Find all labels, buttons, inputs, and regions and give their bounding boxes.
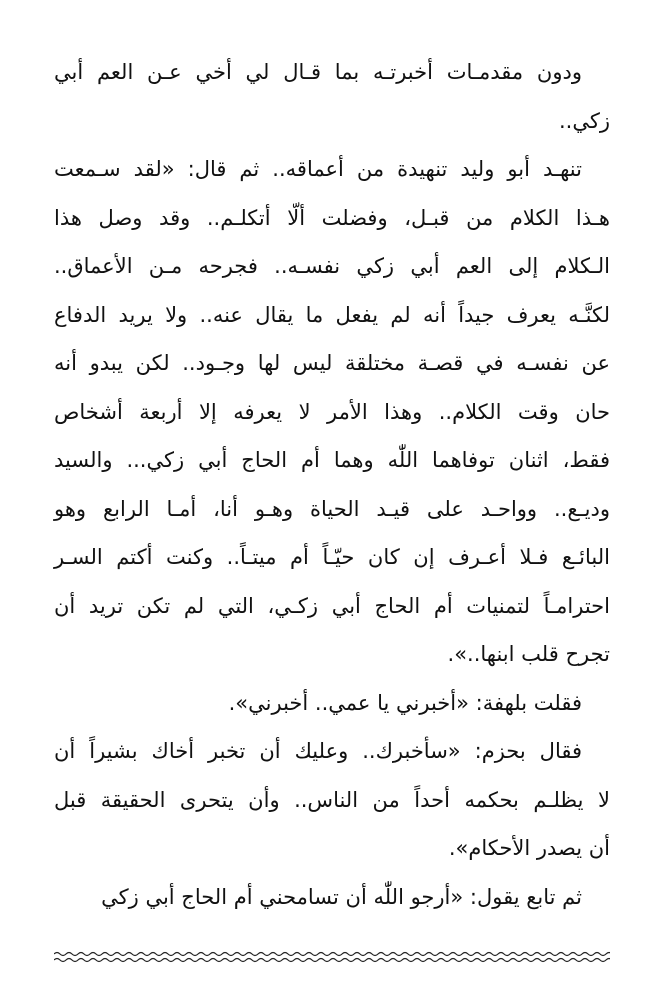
text-line: تنهـد أبو وليد تنهيدة من أعماقه.. ثم قال: «لقد سـمعت bbox=[54, 157, 582, 181]
wavy-divider bbox=[54, 950, 610, 964]
text-line: لكنَّـه يعرف جيداً أنه لم يفعل ما يقال عنه.. ولا يريد الدفاع bbox=[54, 302, 610, 327]
paragraph bbox=[54, 679, 610, 728]
paragraph bbox=[54, 873, 610, 922]
text-line: تجرح قلب ابنها..». bbox=[447, 642, 610, 666]
text-line: حان وقت الكلام.. وهذا الأمر لا يعرفه إلا أربعة أشخاص bbox=[54, 399, 610, 424]
paragraph bbox=[54, 727, 610, 873]
page-text bbox=[54, 48, 610, 948]
text-line: زكي.. bbox=[559, 108, 610, 133]
text-line: وديـع.. وواحـد على قيـد الحياة وهـو أنا، أمـا الرابع وهو bbox=[54, 496, 610, 521]
wavy-line-top bbox=[54, 953, 610, 956]
text-line: هـذا الكلام من قبـل، وفضلت ألّا أتكلـم.. وقد وصل هذا bbox=[54, 205, 610, 230]
text-line: ثم تابع يقول: «أرجو اللّٰه أن تسامحني أم الحاج أبي زكي bbox=[101, 884, 582, 909]
text-line: فقال بحزم: «سأخبرك.. وعليك أن تخبر أخاك بشيراً أن bbox=[54, 739, 582, 763]
text-line: الـكلام إلى العم أبي زكي نفسـه.. فجرحه مـن الأعماق.. bbox=[54, 254, 610, 278]
paragraph bbox=[54, 48, 610, 145]
text-line: البائـع فـلا أعـرف إن كان حيّـاً أم ميتـاً.. وكنت أكتم السـر bbox=[54, 545, 610, 569]
text-line: عن نفسـه في قصـة مختلقة ليس لها وجـود.. لكن يبدو أنه bbox=[54, 351, 610, 375]
text-line: فقلت بلهفة: «أخبرني يا عمي.. أخبرني». bbox=[228, 690, 582, 715]
text-line: فقط، اثنان توفاهما اللّٰه وهما أم الحاج أبي زكي... والسيد bbox=[54, 448, 610, 472]
text-line: لا يظلـم بحكمه أحداً من الناس.. وأن يتحرى الحقيقة قبل bbox=[54, 787, 610, 812]
wavy-line-bottom bbox=[54, 959, 610, 962]
text-line: أن يصدر الأحكام». bbox=[448, 836, 610, 860]
paragraph bbox=[54, 145, 610, 679]
text-line: ودون مقدمـات أخبرتـه بما قـال لي أخي عـن العم أبي bbox=[54, 60, 582, 84]
text-line: احترامـاً لتمنيات أم الحاج أبي زكـي، التي لم تكن تريد أن bbox=[54, 593, 610, 618]
